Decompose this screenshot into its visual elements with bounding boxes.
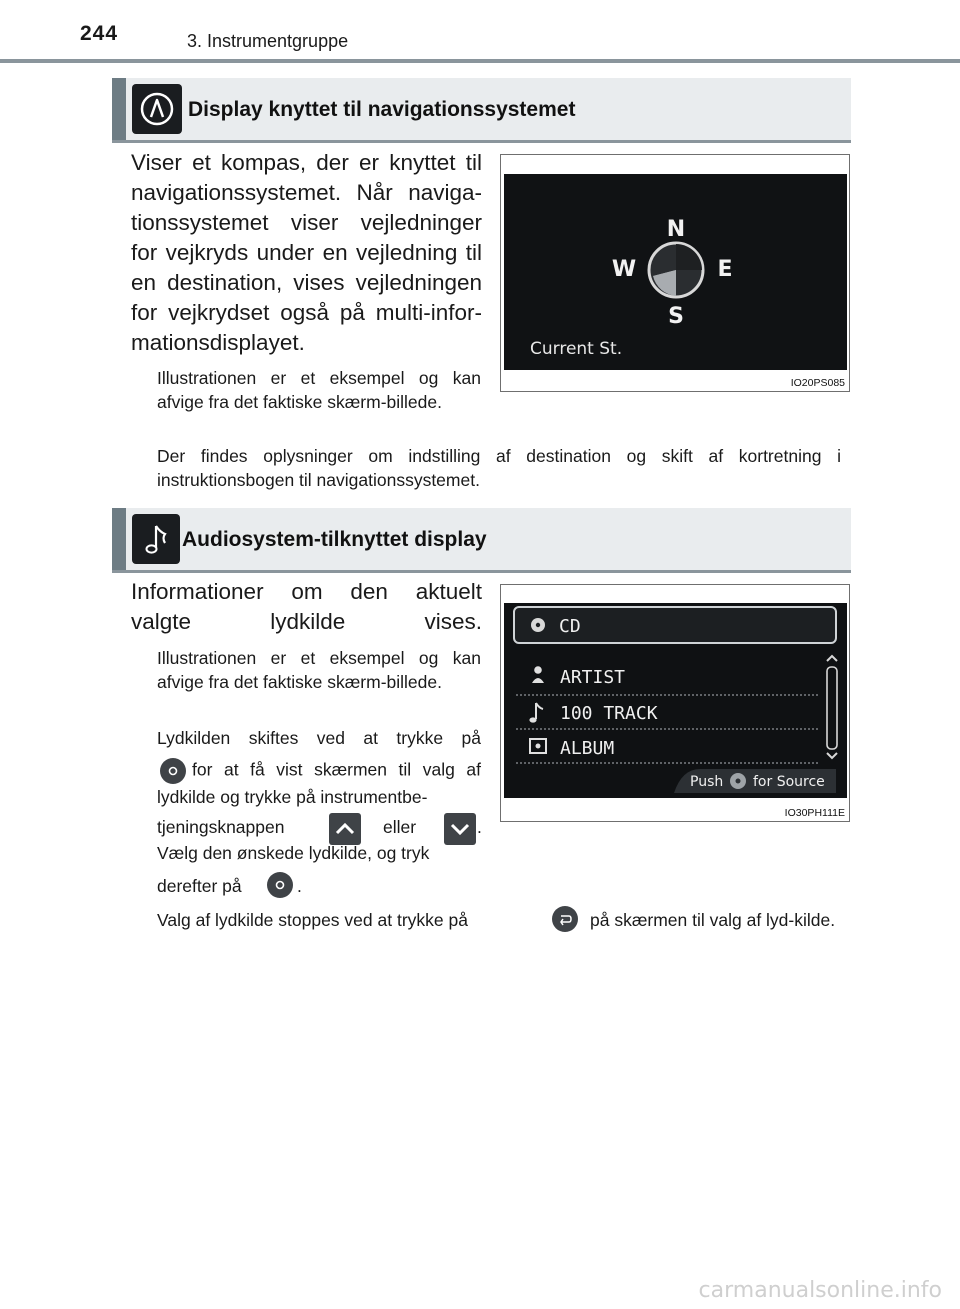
music-note-icon [132,514,180,564]
page-number: 244 [80,22,119,45]
section-title: Display knyttet til navigationssystemet [188,98,576,121]
audio-item-track: 100 TRACK [560,703,658,724]
note-text: på skærmen til valg af lyd-kilde. [590,910,836,930]
compass-east-label: E [717,257,733,282]
section-header-navigation [112,78,851,140]
audio-item-album: ALBUM [560,738,615,759]
note-stop-b [590,908,841,932]
note-then: derefter på [157,876,242,896]
figure-code: IO30PH111E [784,807,845,819]
note-select-source: Vælg den ønskede lydkilde, og tryk [157,843,430,863]
compass-display-figure [500,154,850,392]
note-illustration: Illustrationen er et eksempel og kan afvige fra det faktiske skærm-billede. [157,368,481,412]
compass-arrow-icon [132,84,182,134]
note-navigation-manual: Der findes oplysninger om indstilling af destination og skift af kortretning i instruktionsbogen til navigationssystemet. [157,446,841,490]
watermark: carmanualsonline.info [698,1278,942,1303]
note-text: tjeningsknappen [157,817,285,837]
source-button-icon [159,757,187,785]
section-body: Informationer om den aktuelt valgte lydkilde vises. [131,579,482,634]
figure-code: IO20PS085 [790,377,845,389]
note-or: eller [383,817,417,837]
note-source-switch-2 [157,757,481,809]
compass-south-label: S [668,304,684,329]
push-label: Push [690,774,724,790]
for-source-label: for Source [753,774,825,790]
current-street-label: Current St. [530,339,623,359]
audio-source-label: CD [559,616,581,637]
note-period: . [297,876,302,896]
note-source-switch-3 [157,815,481,839]
note-source-switch [157,726,481,750]
header-rule [0,59,960,63]
section-title: Audiosystem-tilknyttet display [182,528,487,551]
note-period: . [477,817,482,837]
audio-screen-graphic [504,603,847,798]
audio-item-artist: ARTIST [560,667,626,688]
section-body-line1 [131,577,482,637]
chapter-title: 3. Instrumentgruppe [187,31,349,51]
compass-west-label: W [611,257,637,282]
note-illustration: Illustrationen er et eksempel og kan afvige fra det faktiske skærm-billede. [157,648,481,692]
compass-north-label: N [666,217,686,242]
audio-display-figure [500,584,850,822]
section-header-audio [112,508,851,570]
source-button-icon [266,871,294,899]
compass-graphic [504,174,847,370]
note-text: Lydkilden skiftes ved at trykke på [157,728,481,748]
back-button-icon [551,905,579,933]
note-text: for at få vist skærmen til valg af lydkilde og trykke på instrumentbe- [157,759,481,807]
section-body: Viser et kompas, der er knyttet til navigationssystemet. Når naviga-tionssystemet viser vejledninger for vejkryds under en vejledning til en destination, vises vejledningen for vejkrydset også på multi-infor-mationsdisplayet. [131,150,482,355]
note-stop-a: Valg af lydkilde stoppes ved at trykke på [157,910,468,930]
